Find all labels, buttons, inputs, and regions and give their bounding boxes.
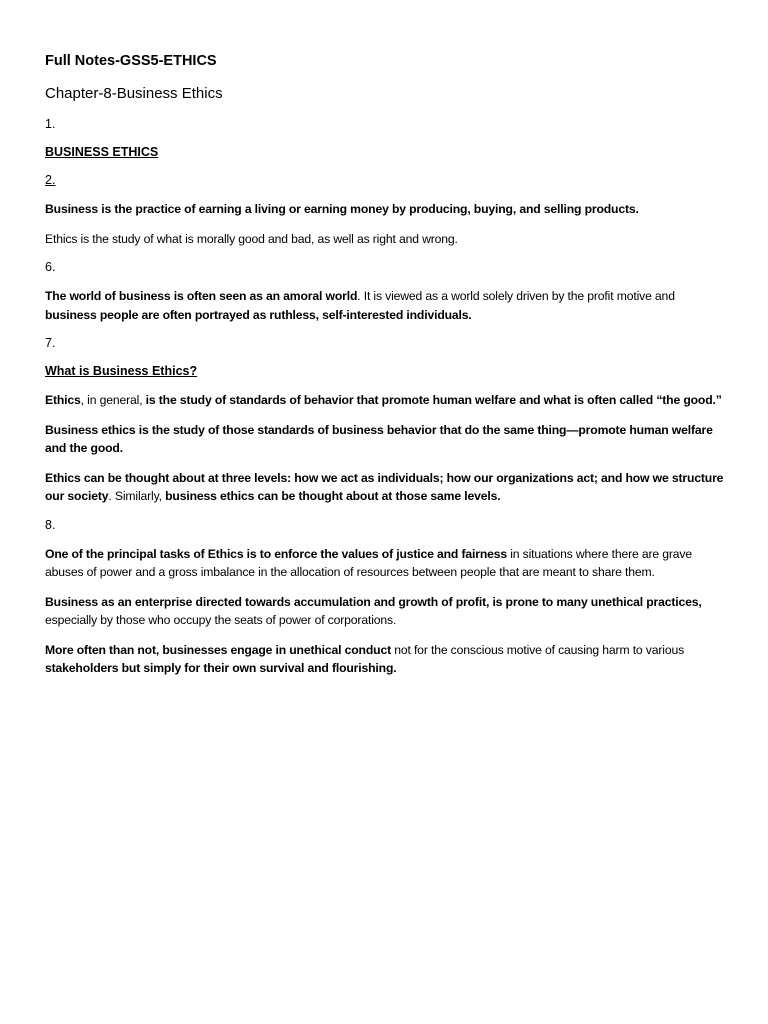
paragraph-enterprise [45,593,728,630]
text-span: . Similarly, [108,489,166,503]
text-span: especially by those who occupy the seats of power of corporations. [45,613,397,627]
text-span: Business as an enterprise directed towards accumulation and growth of profit, is prone to many unethical practices, [45,594,702,609]
heading-business-ethics: BUSINESS ETHICS [45,145,159,159]
text-span: Business is the practice of earning a living or earning money by [45,202,410,216]
text-span: More often than not, businesses engage in unethical conduct [45,642,391,657]
section-number-2: 2. [45,173,56,187]
text-span: Business ethics is the study of those standards of business behavior that do the same thing—promote human welfare and the good. [45,422,713,455]
paragraph-business-ethics-standards [45,421,728,458]
chapter-title: Chapter-8-Business Ethics [45,85,223,102]
text-span: Ethics is the study of what is morally good and bad, as well as right and wrong. [45,231,458,246]
paragraph-ethics-definition [45,230,728,249]
section-number-1: 1. [45,117,56,131]
text-span: producing, buying, and selling products. [409,202,639,216]
text-span: is the study of standards of behavior that promote human welfare and what is often called “the good.” [145,393,722,407]
text-span: in situations where there are grave abuses of power and a gross imbalance in the allocation of resources between people that are meant to share them. [45,546,692,579]
text-span: , in general, [80,393,146,407]
text-span: stakeholders but simply for their own survival and flourishing. [45,661,397,675]
paragraph-world-of-business [45,287,728,324]
section-number-8: 8. [45,517,56,532]
text-span: business ethics can be thought about at those same levels. [165,489,501,503]
text-span: Ethics [45,393,81,407]
section-number-6: 6. [45,260,56,274]
heading-what-is-business-ethics: What is Business Ethics? [45,364,198,378]
text-span: business people are often portrayed as ruthless, self-interested individuals. [45,307,472,322]
paragraph-business-definition [45,200,728,219]
paragraph-ethics-in-general [45,391,728,410]
text-span: Ethics can be thought about at three levels: how we act as individuals; how our organizations act; and how we structure our society [45,470,724,503]
paragraph-three-levels [45,469,728,506]
document-title: Full Notes-GSS5-ETHICS [45,53,217,69]
text-span: One of the principal tasks of Ethics is to enforce the values of justice and fairness [45,546,508,561]
text-span: not for the conscious motive of causing harm to various [390,642,685,657]
paragraph-principal-tasks [45,545,728,582]
paragraph-more-often [45,641,728,678]
text-span: . It is viewed as a world solely driven by the profit motive and [357,289,675,303]
section-number-7: 7. [45,336,56,350]
text-span: The world of business is often seen as an amoral world [45,289,358,303]
